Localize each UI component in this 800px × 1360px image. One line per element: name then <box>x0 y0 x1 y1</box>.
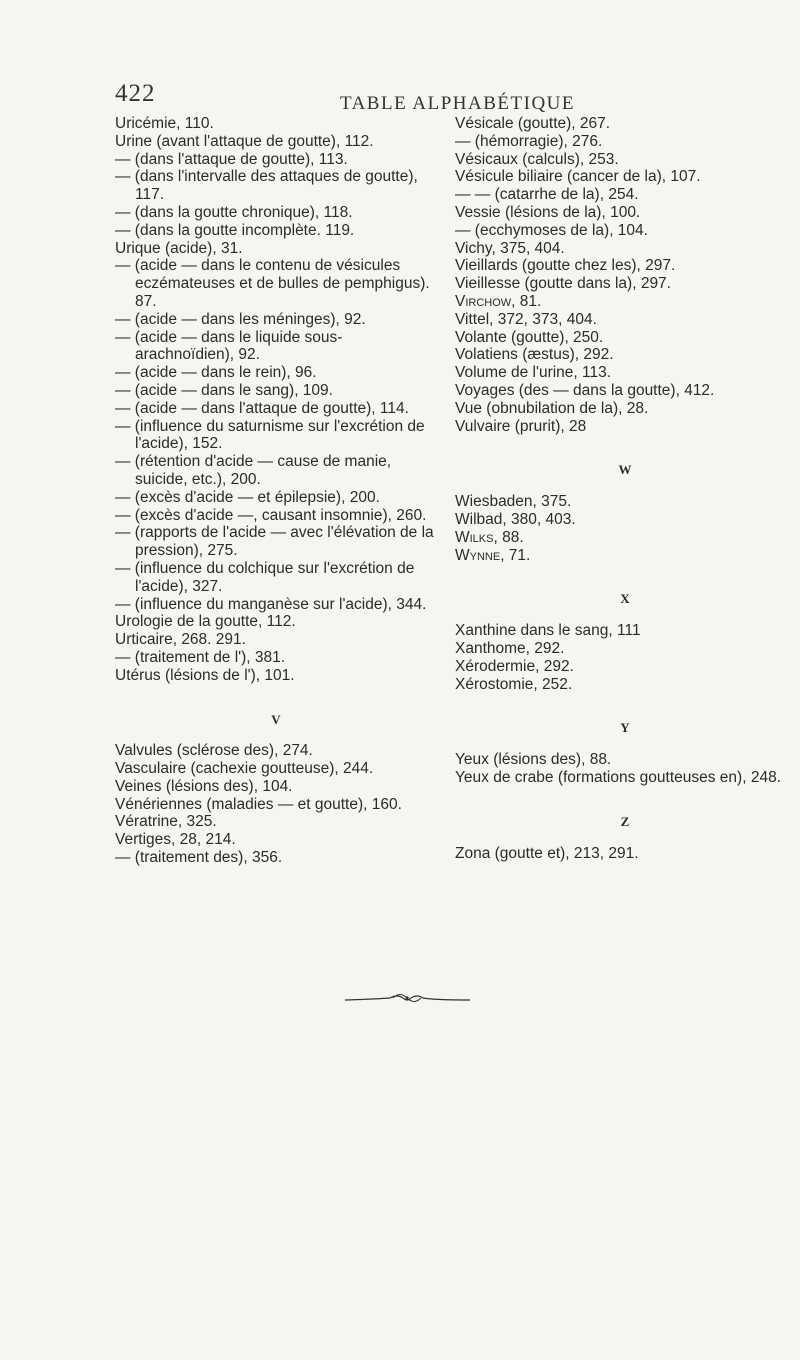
index-entry: Vératrine, 325. <box>115 813 217 831</box>
index-left-column <box>115 115 437 867</box>
index-entry: Xanthine dans le sang, 111 <box>455 622 641 640</box>
index-entry: Vertiges, 28, 214. <box>115 831 236 849</box>
index-entry: — (acide — dans l'attaque de goutte), 114. <box>115 399 409 417</box>
index-entry: Volante (goutte), 250. <box>455 328 604 346</box>
index-entry: Wiesbaden, 375. <box>455 493 572 511</box>
index-entry: — (acide — dans le contenu de vésicules eczémateuses et de bulles de pemphigus). 87. <box>115 257 430 310</box>
index-entry: Vésicaux (calculs), 253. <box>455 150 619 168</box>
section-letter-w: W <box>618 462 632 478</box>
section-letter-z: Z <box>620 813 630 829</box>
index-entry: Yeux de crabe (formations goutteuses en), 248. <box>455 768 781 786</box>
index-entry: — (traitement de l'), 381. <box>115 648 286 666</box>
index-entry: Wynne, 71. <box>455 546 531 564</box>
index-entry: Urique (acide), 31. <box>115 239 243 257</box>
x-entries <box>455 622 795 693</box>
v-entries <box>115 742 437 867</box>
index-entry: — (influence du manganèse sur l'acide), 344. <box>115 595 427 613</box>
w-entries <box>455 493 795 564</box>
index-entry: Urologie de la goutte, 112. <box>115 613 296 631</box>
index-entry: — (acide — dans le rein), 96. <box>115 364 317 382</box>
index-entry: Xérodermie, 292. <box>455 657 574 675</box>
index-entry: Vittel, 372, 373, 404. <box>455 310 597 328</box>
index-entry: Vénériennes (maladies — et goutte), 160. <box>115 795 402 813</box>
y-entries <box>455 751 795 787</box>
index-entry: — (dans l'attaque de goutte), 113. <box>115 150 348 168</box>
index-entry: Urine (avant l'attaque de goutte), 112. <box>115 132 374 150</box>
index-entry: Utérus (lésions de l'), 101. <box>115 666 295 684</box>
index-entry: — (traitement des), 356. <box>115 849 283 867</box>
index-entry: Voyages (des — dans la goutte), 412. <box>455 381 715 399</box>
index-entry: — (excès d'acide —, causant insomnie), 260. <box>115 506 427 524</box>
index-entry: Virchow, 81. <box>455 292 542 310</box>
section-letter-v: V <box>271 711 281 727</box>
index-entry: Yeux (lésions des), 88. <box>455 751 612 769</box>
v-entries-continued <box>455 115 795 435</box>
index-entry: Zona (goutte et), 213, 291. <box>455 844 639 862</box>
index-entry: — (ecchymoses de la), 104. <box>455 221 648 239</box>
running-title: TABLE ALPHABÉTIQUE <box>340 93 575 114</box>
index-entry: Veines (lésions des), 104. <box>115 777 293 795</box>
index-entry: — (dans l'intervalle des attaques de goutte), 117. <box>115 168 418 204</box>
index-entry: Volume de l'urine, 113. <box>455 364 612 382</box>
index-entry: — (influence du colchique sur l'excrétion de l'acide), 327. <box>115 559 415 595</box>
index-entry: — (excès d'acide — et épilepsie), 200. <box>115 488 380 506</box>
index-entry: — (dans la goutte chronique), 118. <box>115 203 353 221</box>
index-entry: Wilbad, 380, 403. <box>455 510 576 528</box>
index-entry: Vichy, 375, 404. <box>455 239 565 257</box>
index-entry: — (acide — dans les méninges), 92. <box>115 310 366 328</box>
index-entry: Xérostomie, 252. <box>455 675 573 693</box>
index-entry: Uricémie, 110. <box>115 115 214 132</box>
section-letter-x: X <box>620 591 630 607</box>
index-right-column <box>455 115 795 862</box>
index-entry: Vieillesse (goutte dans la), 297. <box>455 275 671 293</box>
section-letter-y: Y <box>620 720 630 736</box>
page-number: 422 <box>115 80 156 107</box>
index-entry: Vulvaire (prurit), 28 <box>455 417 587 435</box>
index-entry: Vésicale (goutte), 267. <box>455 115 611 132</box>
index-entry: Vieillards (goutte chez les), 297. <box>455 257 676 275</box>
index-entry: — — (catarrhe de la), 254. <box>455 186 639 204</box>
index-entry: — (dans la goutte incomplète. 119. <box>115 221 355 239</box>
index-entry: — (rapports de l'acide — avec l'élévation de la pression), 275. <box>115 524 434 560</box>
end-ornament-icon <box>345 992 470 1006</box>
index-entry: — (rétention d'acide — cause de manie, suicide, etc.), 200. <box>115 453 392 488</box>
index-entry: Vésicule biliaire (cancer de la), 107. <box>455 168 701 186</box>
index-entry: — (hémorragie), 276. <box>455 132 603 150</box>
index-entry: — (influence du saturnisme sur l'excrétion de l'acide), 152. <box>115 417 425 453</box>
index-entry: Vessie (lésions de la), 100. <box>455 203 641 221</box>
index-entry: Vue (obnubilation de la), 28. <box>455 399 649 417</box>
index-entry: — (acide — dans le liquide sous-arachnoïdien), 92. <box>115 328 343 364</box>
index-entry: Urticaire, 268. 291. <box>115 631 246 649</box>
z-entries <box>455 845 795 863</box>
u-entries <box>115 115 437 685</box>
index-entry: Volatiens (æstus), 292. <box>455 346 614 364</box>
index-entry: Vasculaire (cachexie goutteuse), 244. <box>115 760 374 778</box>
index-entry: Xanthome, 292. <box>455 639 565 657</box>
index-entry: Wilks, 88. <box>455 528 524 546</box>
index-entry: Valvules (sclérose des), 274. <box>115 742 313 760</box>
index-entry: — (acide — dans le sang), 109. <box>115 381 333 399</box>
